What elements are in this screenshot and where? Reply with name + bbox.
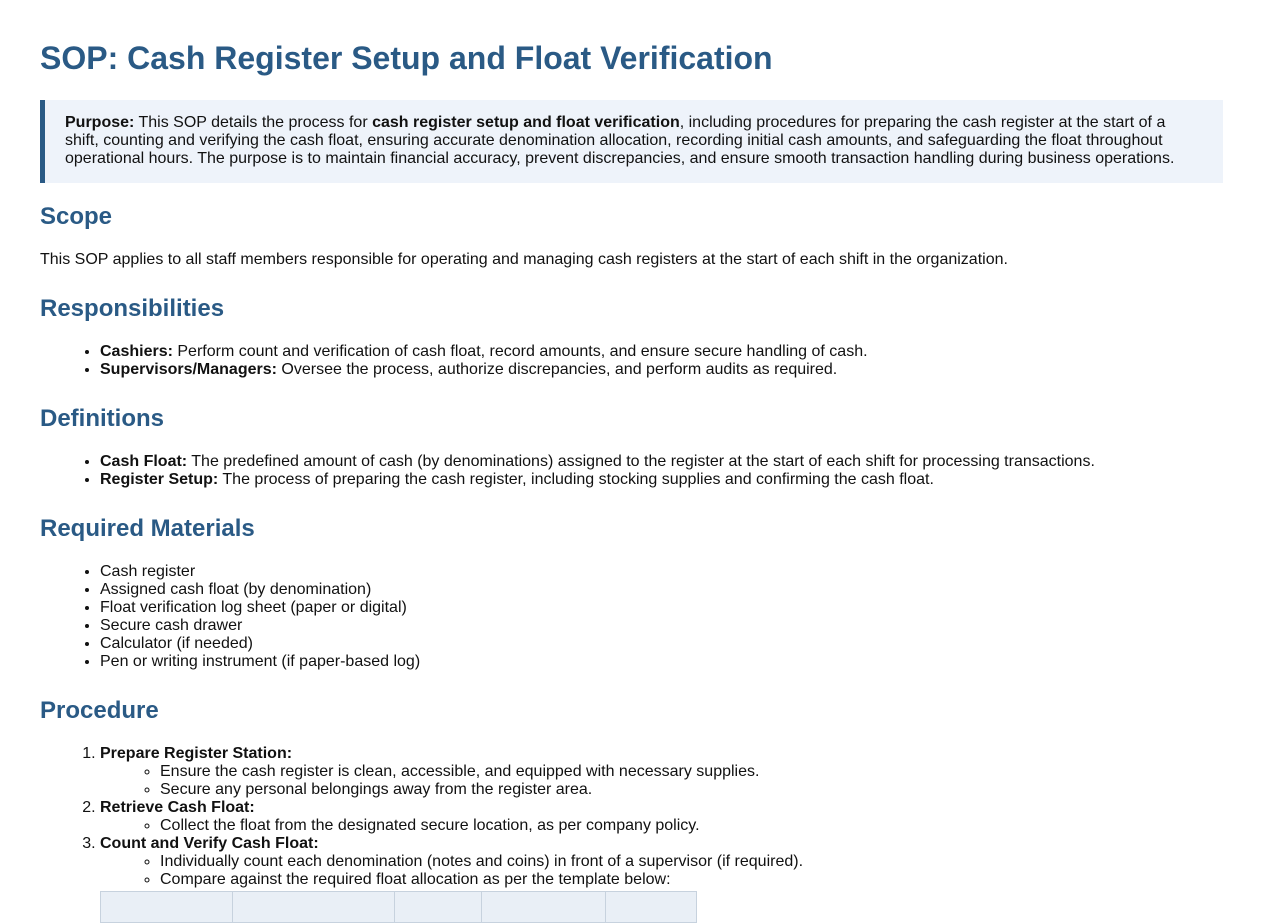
page-title: SOP: Cash Register Setup and Float Verification — [40, 40, 773, 76]
scope-text: This SOP applies to all staff members responsible for operating and managing cash registers at the start of each shift in the organization. — [40, 251, 1008, 268]
procedure-step — [100, 745, 1223, 799]
definition-text: The process of preparing the cash register, including stocking supplies and confirming the cash float. — [218, 471, 934, 488]
definitions-list — [40, 453, 1223, 489]
substep-list — [100, 817, 1223, 835]
list-item — [100, 361, 1223, 379]
list-item: • Pen or writing instrument (if paper-based log) — [100, 653, 1223, 671]
substep: ◦ Compare against the required float allocation as per the template below: — [160, 871, 1223, 889]
materials-list — [40, 563, 1223, 671]
responsibilities-list — [40, 343, 1223, 379]
substep: ◦ Ensure the cash register is clean, accessible, and equipped with necessary supplies. — [160, 763, 1223, 781]
table-header-row — [101, 892, 697, 923]
definition-text: The predefined amount of cash (by denominations) assigned to the register at the start of each shift for processing transactions. — [187, 453, 1095, 470]
purpose-text-before: This SOP details the process for — [134, 114, 373, 131]
list-item: • Assigned cash float (by denomination) — [100, 581, 1223, 599]
table-header-cell — [606, 892, 697, 923]
table-header-cell — [101, 892, 233, 923]
responsibility-term: Supervisors/Managers: — [100, 361, 277, 378]
responsibility-text: Oversee the process, authorize discrepancies, and perform audits as required. — [276, 361, 838, 378]
list-item — [100, 453, 1223, 471]
step-title: Retrieve Cash Float: — [100, 799, 255, 816]
substep: ◦ Individually count each denomination (notes and coins) in front of a supervisor (if required). — [160, 853, 1223, 871]
procedure-step — [100, 835, 1223, 889]
materials-heading: Required Materials — [40, 515, 255, 542]
step-title: Prepare Register Station: — [100, 745, 293, 762]
table-header-cell — [482, 892, 606, 923]
list-item: • Float verification log sheet (paper or digital) — [100, 599, 1223, 617]
list-item — [100, 471, 1223, 489]
responsibilities-heading: Responsibilities — [40, 295, 225, 322]
list-item: • Calculator (if needed) — [100, 635, 1223, 653]
purpose-highlight: cash register setup and float verification — [372, 114, 680, 131]
purpose-label: Purpose: — [65, 114, 135, 131]
list-item — [100, 343, 1223, 361]
list-item: • Cash register — [100, 563, 1223, 581]
purpose-box — [40, 100, 1223, 183]
responsibility-text: Perform count and verification of cash float, record amounts, and ensure secure handling of cash. — [172, 343, 868, 360]
list-item: • Secure cash drawer — [100, 617, 1223, 635]
float-allocation-table — [100, 891, 697, 923]
definitions-heading: Definitions — [40, 405, 164, 432]
table-header-cell — [395, 892, 482, 923]
procedure-heading: Procedure — [40, 697, 159, 724]
definition-term: Register Setup: — [100, 471, 219, 488]
scope-heading: Scope — [40, 203, 113, 230]
responsibility-term: Cashiers: — [100, 343, 173, 360]
procedure-steps — [40, 745, 1223, 889]
substep-list — [100, 853, 1223, 889]
purpose-text-after: , including procedures for preparing the cash register at the start of a shift, counting and verifying the cash float, ensuring accurate denomination allocation, recording initial cash amounts, and safeguarding the float throughout operational hours. The purpose is to maintain financial accuracy, prevent discrepancies, and ensure smooth transaction handling during business operations. — [65, 114, 1175, 167]
substep-list — [100, 763, 1223, 799]
substep: ◦ Secure any personal belongings away from the register area. — [160, 781, 1223, 799]
table-header-cell — [233, 892, 395, 923]
procedure-step — [100, 799, 1223, 835]
step-title: Count and Verify Cash Float: — [100, 835, 319, 852]
definition-term: Cash Float: — [100, 453, 188, 470]
substep: ◦ Collect the float from the designated secure location, as per company policy. — [160, 817, 1223, 835]
